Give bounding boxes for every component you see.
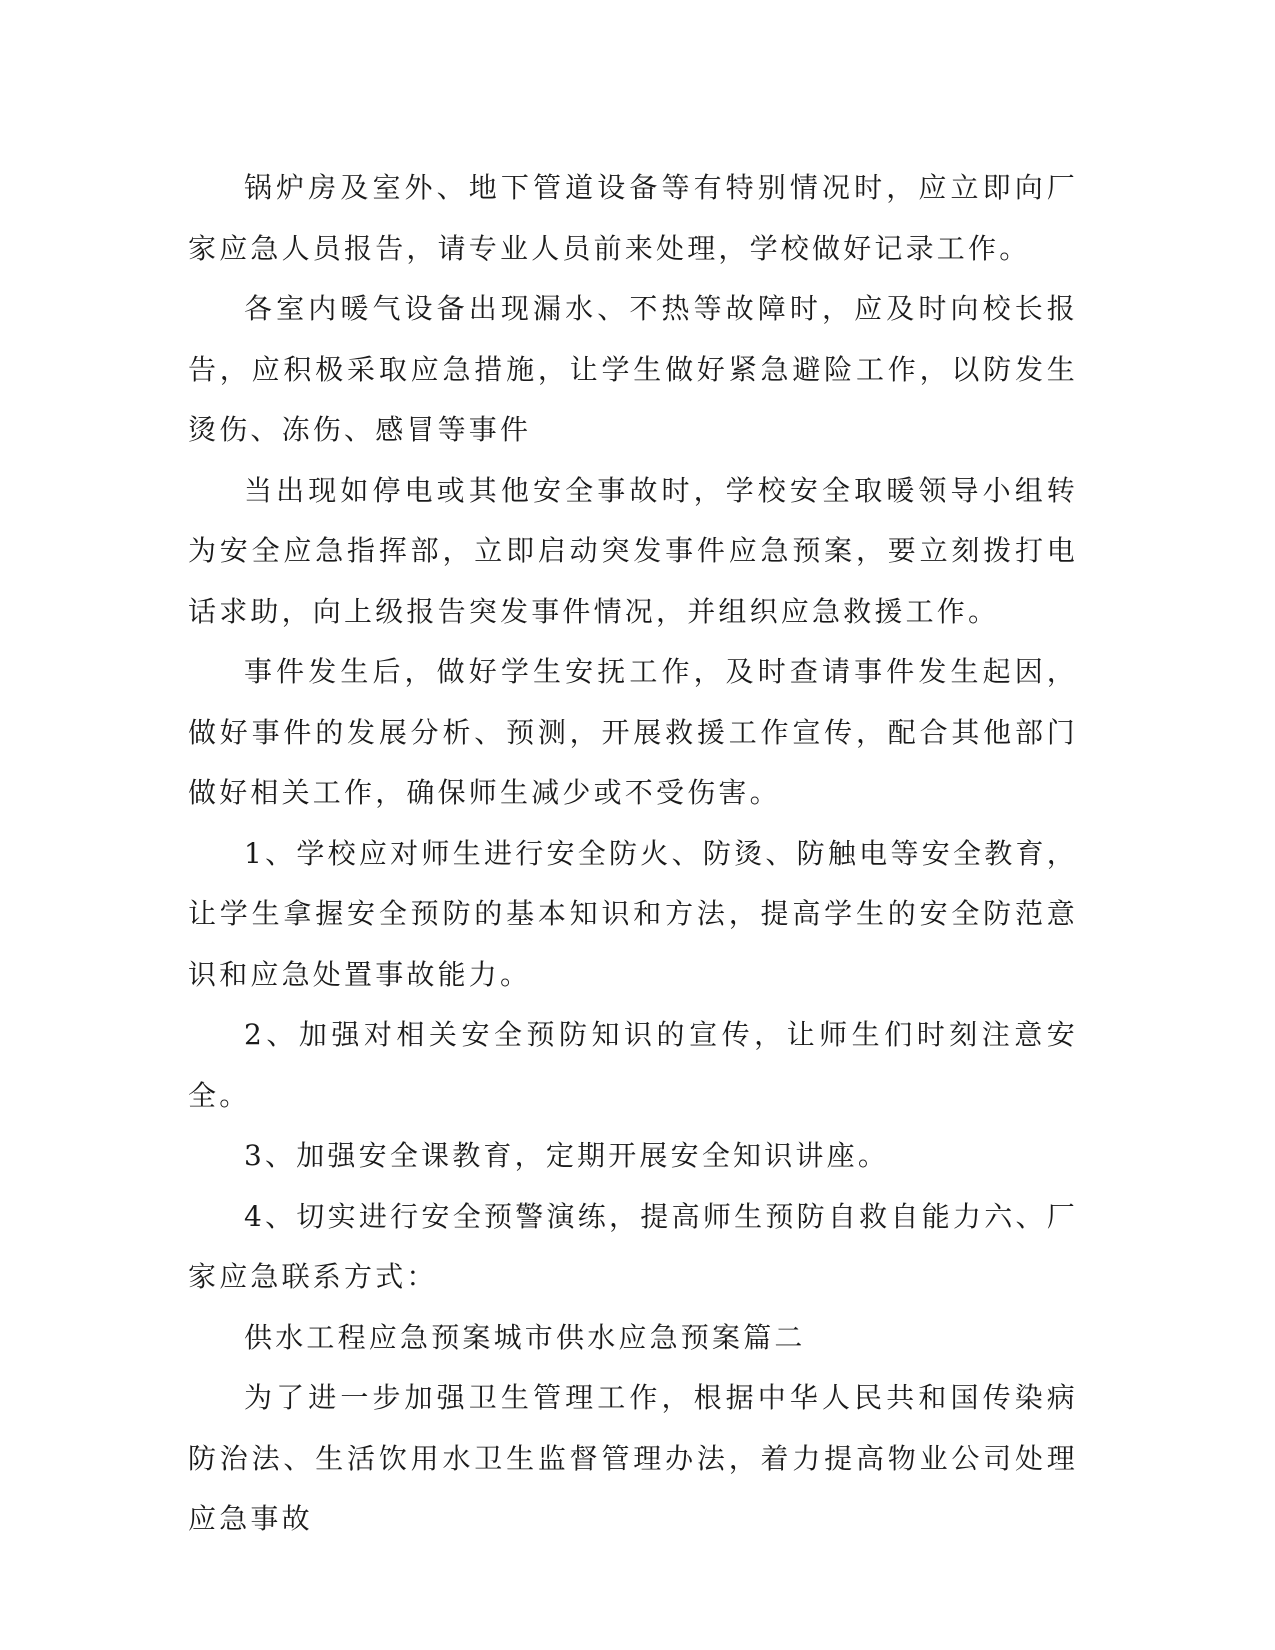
- paragraph-power-outage: 当出现如停电或其他安全事故时，学校安全取暖领导小组转为安全应急指挥部，立即启动突发事件应急预案，要立刻拨打电话求助，向上级报告突发事件情况，并组织应急救援工作。: [188, 473, 1078, 628]
- section-heading: 供水工程应急预案城市供水应急预案篇二: [244, 1320, 806, 1354]
- list-item-2: 2、加强对相关安全预防知识的宣传，让师生们时刻注意安全。: [188, 1018, 1078, 1112]
- paragraph-boiler-room: 锅炉房及室外、地下管道设备等有特别情况时，应立即向厂家应急人员报告，请专业人员前来处理，学校做好记录工作。: [188, 171, 1078, 265]
- paragraph-heating-faults: 各室内暖气设备出现漏水、不热等故障时，应及时向校长报告，应积极采取应急措施，让学生做好紧急避险工作，以防发生烫伤、冻伤、感冒等事件: [188, 292, 1078, 446]
- list-item-4: 4、切实进行安全预警演练，提高师生预防自救自能力六、厂家应急联系方式：: [188, 1199, 1078, 1293]
- paragraph-after-incident: 事件发生后，做好学生安抚工作，及时查请事件发生起因，做好事件的发展分析、预测，开展救援工作宣传，配合其他部门做好相关工作，确保师生减少或不受伤害。: [188, 655, 1078, 809]
- document-body: [188, 158, 1078, 1550]
- list-item-3: 3、加强安全课教育，定期开展安全知识讲座。: [244, 1139, 890, 1172]
- list-item-1: 1、学校应对师生进行安全防火、防烫、防触电等安全教育，让学生拿握安全预防的基本知识和方法，提高学生的安全防范意识和应急处置事故能力。: [188, 836, 1078, 991]
- paragraph-water-supply-intro: 为了进一步加强卫生管理工作，根据中华人民共和国传染病防治法、生活饮用水卫生监督管理办法，着力提高物业公司处理应急事故: [188, 1381, 1078, 1535]
